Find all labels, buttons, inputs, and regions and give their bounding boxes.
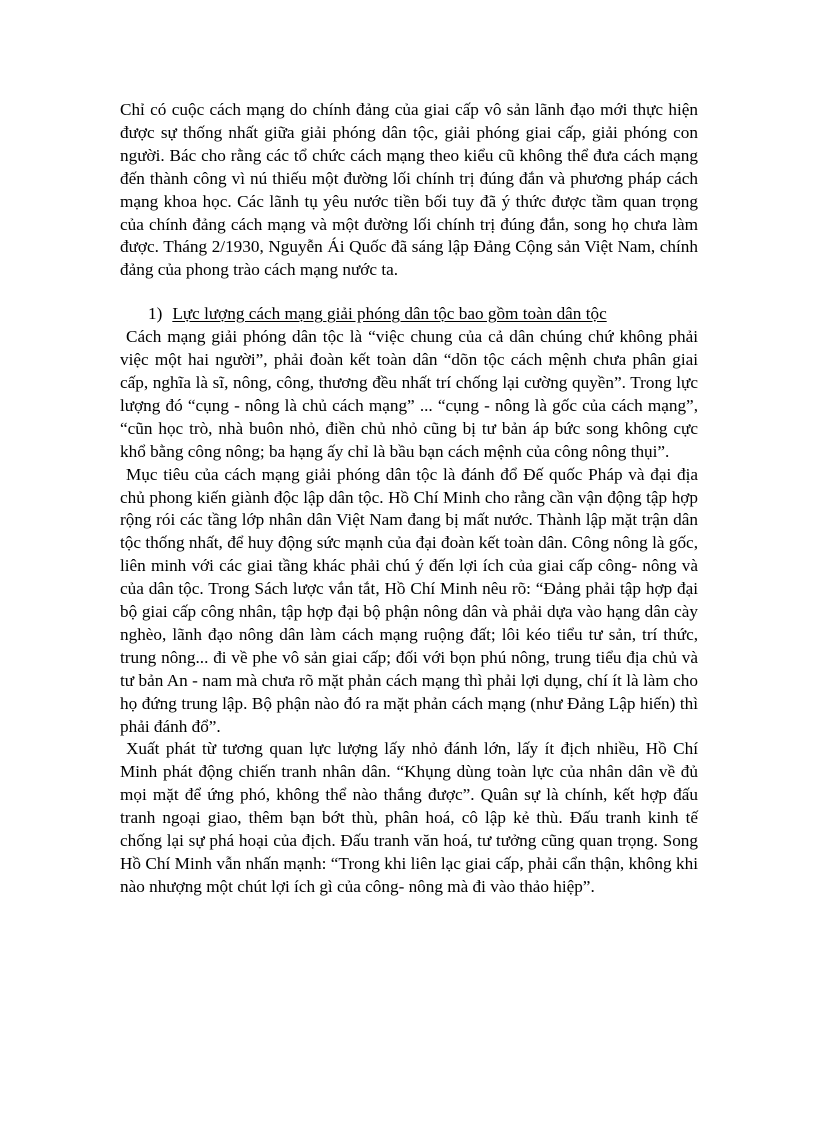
section-title: Lực lượng cách mạng giải phóng dân tộc bao gồm toàn dân tộc (172, 304, 607, 324)
paragraph-intro: Chỉ có cuộc cách mạng do chính đảng của giai cấp vô sản lãnh đạo mới thực hiện được sự thống nhất giữa giải phóng dân tộc, giải phóng giai cấp, giải phóng con người. Bác cho rằng các tổ chức cách mạng theo kiểu cũ không thể đưa cách mạng đến thành công vì nú thiếu một đường lối chính trị đúng đắn và phương pháp cách mạng khoa học. Các lãnh tụ yêu nước tiền bối tuy đã ý thức được tầm quan trọng của chính đảng cách mạng và một đường lối chính trị đúng đắn, song họ chưa làm được. Tháng 2/1930, Nguyễn Ái Quốc đã sáng lập Đảng Cộng sản Việt Nam, chính đảng của phong trào cách mạng nước ta. (120, 100, 698, 280)
paragraph-goals: Mục tiêu của cách mạng giải phóng dân tộc là đánh đổ Đế quốc Pháp và đại địa chủ phong kiến giành độc lập dân tộc. Hồ Chí Minh cho rằng cần vận động tập hợp rộng rói các tầng lớp nhân dân Việt Nam đang bị mất nước. Thành lập mặt trận dân tộc thống nhất, để huy động sức mạnh của đại đoàn kết toàn dân. Công nông là gốc, liên minh với các giai tầng khác phải chú ý đến lợi ích của giai cấp công- nông và của dân tộc. Trong Sách lược vắn tắt, Hồ Chí Minh nêu rõ: “Đảng phải tập hợp đại bộ giai cấp công nhân, tập hợp đại bộ phận nông dân và phải dựa vào hạng dân cày nghèo, lãnh đạo nông dân làm cách mạng ruộng đất; lôi kéo tiểu tư sản, trí thức, trung nông... đi về phe vô sản giai cấp; đối với bọn phú nông, trung tiểu địa chủ và tư bản An - nam mà chưa rõ mặt phản cách mạng thì phải lợi dụng, chí ít là làm cho họ đứng trung lập. Bộ phận nào đó ra mặt phản cách mạng (như Đảng Lập hiến) thì phải đánh đổ”. (120, 464, 698, 736)
document-page (120, 99, 698, 899)
section-number: 1) (148, 304, 163, 324)
section-heading (120, 303, 698, 326)
paragraph-forces: Cách mạng giải phóng dân tộc là “việc chung của cả dân chúng chứ không phải việc một hai người”, phải đoàn kết toàn dân “dõn tộc cách mệnh chưa phân giai cấp, nghĩa là sĩ, nông, công, thương đều nhất trí chống lại cường quyền”. Trong lực lượng đó “cụng - nông là chủ cách mạng” ... “cụng - nông là gốc của cách mạng”, “cũn học trò, nhà buôn nhỏ, điền chủ nhỏ cũng bị tư bản áp bức song không cực khổ bằng công nông; ba hạng ấy chỉ là bầu bạn cách mệnh của công nông thụi”. (120, 327, 698, 461)
paragraph-people-war: Xuất phát từ tương quan lực lượng lấy nhỏ đánh lớn, lấy ít địch nhiều, Hồ Chí Minh phát động chiến tranh nhân dân. “Khụng dùng toàn lực của nhân dân về đủ mọi mặt để ứng phó, không thể nào thắng được”. Quân sự là chính, kết hợp đấu tranh ngoại giao, thêm bạn bớt thù, phân hoá, cô lập kẻ thù. Đấu tranh kinh tế chống lại sự phá hoại của địch. Đấu tranh văn hoá, tư tưởng cũng quan trọng. Song Hồ Chí Minh vẫn nhấn mạnh: “Trong khi liên lạc giai cấp, phải cẩn thận, không khi nào nhượng một chút lợi ích gì của công- nông mà đi vào thảo hiệp”. (120, 739, 698, 896)
